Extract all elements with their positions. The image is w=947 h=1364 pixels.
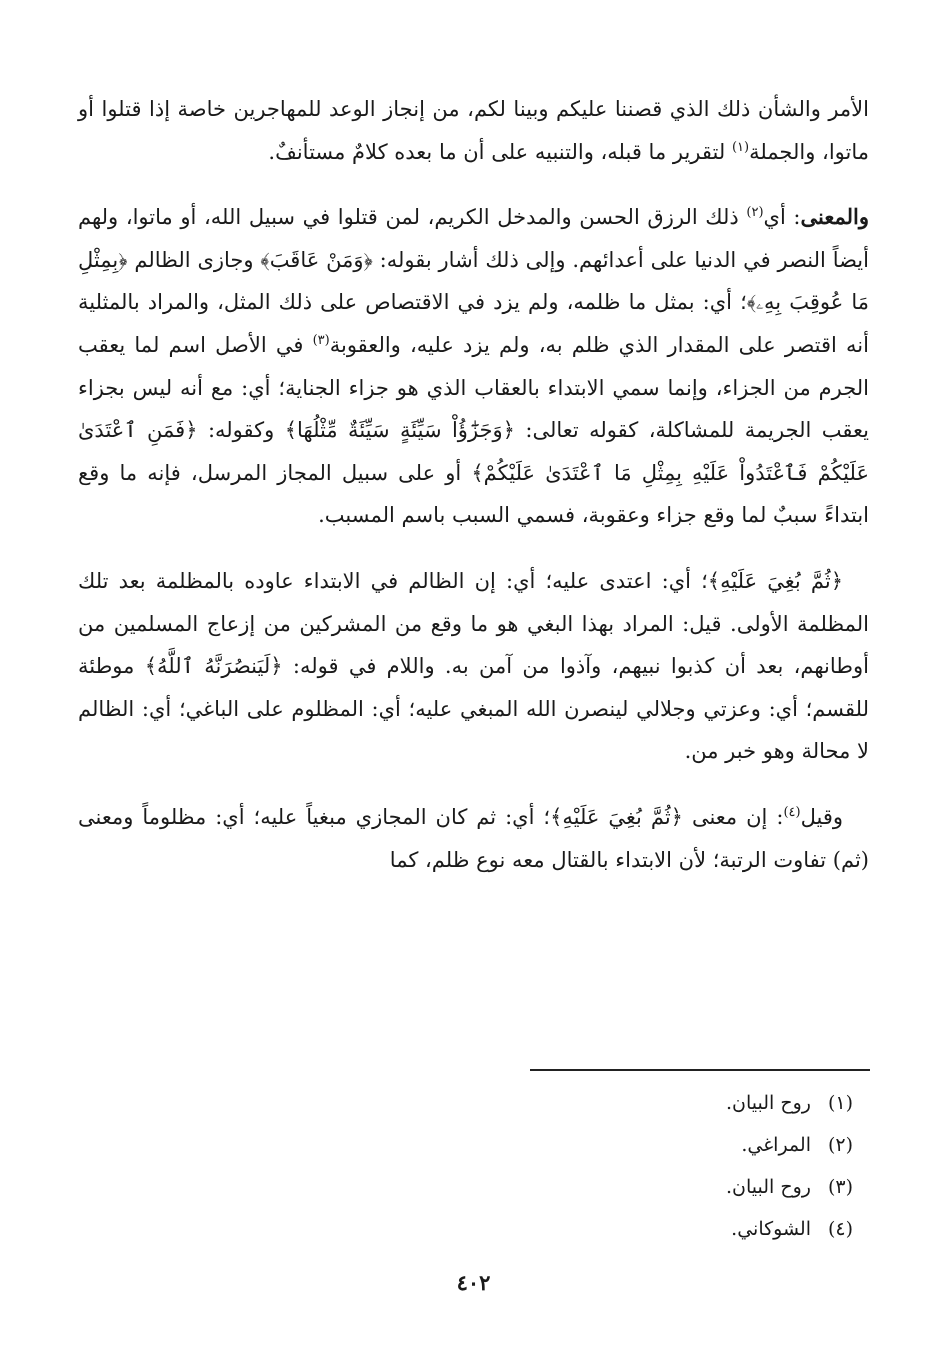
paragraph-text: : أي: [763, 205, 801, 230]
paragraph-text: الأمر والشأن ذلك الذي قصننا عليكم وبينا لكم، من إنجاز الوعد للمهاجرين خاصة إذا قتلوا أو ماتوا، والجملة: [78, 97, 869, 164]
footnote-text: المراغي.: [741, 1134, 811, 1156]
page-number: ٤٠٢: [456, 1270, 491, 1295]
paragraph-text: : إن معنى ﴿ثُمَّ بُغِيَ عَلَيْهِ﴾؛ أي: ثم كان المجازي مبغياً عليه؛ أي: مظلوماً ومعنى (ثم) تفاوت الرتبة؛ لأن الابتداء بالقتال معه نوع ظلم، كما: [78, 804, 869, 872]
footnote-text: الشوكاني.: [731, 1218, 811, 1240]
footnote-marker: (٤): [783, 804, 801, 820]
footnote-item: [553, 1166, 853, 1208]
paragraph-3: [78, 560, 869, 773]
paragraph-2: [78, 196, 869, 537]
paragraph-1: [78, 88, 869, 173]
paragraph-text: ذلك الرزق الحسن والمدخل الكريم، لمن قتلوا في سبيل الله، أو ماتوا، ولهم أيضاً النصر في الدنيا على أعدائهم. وإلى ذلك أشار بقوله: ﴿وَمَنْ عَاقَبَ﴾ وجازى الظالم ﴿بِمِثْلِ مَا عُوقِبَ بِهِۦ﴾؛ أي: بمثل ما ظلمه، ولم يزد في الاقتصاص على ذلك المثل، والمراد بالمثلية أنه اقتصر على المقدار الذي ظلم به، ولم يزد عليه، والعقوبة: [78, 205, 869, 357]
footnote-number: (٣): [827, 1176, 853, 1198]
footnotes-list: [553, 1082, 853, 1250]
footnote-divider: [530, 1069, 870, 1071]
paragraph-text: لتقرير ما قبله، والتنبيه على أن ما بعده كلامٌ مستأنفٌ.: [268, 139, 732, 164]
paragraph-text: في الأصل اسم لما يعقب الجرم من الجزاء، وإنما سمي الابتداء بالعقاب الذي هو جزاء الجناية؛ أي: مع أنه ليس بجزاء يعقب الجريمة للمشاكلة، كقوله تعالى: ﴿وَجَزَٰٓؤُاْ سَيِّئَةٍ سَيِّئَةٌ مِّثْلُهَا﴾ وكقوله: ﴿فَمَنِ ٱعْتَدَىٰ عَلَيْكُمْ فَٱعْتَدُواْ عَلَيْهِ بِمِثْلِ مَا ٱعْتَدَىٰ عَلَيْكُمْ﴾ أو على سبيل المجاز المرسل، فإنه ما وقع ابتداءً سببٌ لما وقع جزاء وعقوبة، فسمي السبب باسم المسبب.: [78, 332, 869, 528]
main-text: [78, 88, 869, 904]
footnote-item: [553, 1208, 853, 1250]
footnote-marker: (٣): [312, 332, 330, 348]
footnote-number: (٤): [827, 1218, 853, 1240]
paragraph-4: [78, 796, 869, 881]
paragraph-text: وقيل: [800, 804, 843, 829]
footnote-text: روح البيان.: [726, 1092, 811, 1114]
footnote-item: [553, 1124, 853, 1166]
footnote-number: (٢): [827, 1134, 853, 1156]
footnote-marker: (٢): [746, 205, 764, 221]
paragraph-text: ﴿ثُمَّ بُغِيَ عَلَيْهِ﴾؛ أي: اعتدى عليه؛ أي: إن الظالم في الابتداء عاوده بالمظلمة بعد تلك المظلمة الأولى. قيل: المراد بهذا البغي هو ما وقع من المشركين من إزعاج المسلمين من أوطانهم، بعد أن كذبوا نبيهم، وآذوا من آمن به. واللام في قوله: ﴿لَيَنصُرَنَّهُ ٱللَّهُ﴾ موطئة للقسم؛ أي: وعزتي وجلالي لينصرن الله المبغي عليه؛ أي: المظلوم على الباغي؛ أي: الظالم لا محالة وهو خبر من.: [78, 568, 869, 764]
footnote-item: [553, 1082, 853, 1124]
paragraph-lead: والمعنى: [800, 204, 869, 230]
footnote-marker: (١): [731, 139, 750, 155]
footnote-text: روح البيان.: [726, 1176, 811, 1198]
footnote-number: (١): [827, 1092, 853, 1114]
